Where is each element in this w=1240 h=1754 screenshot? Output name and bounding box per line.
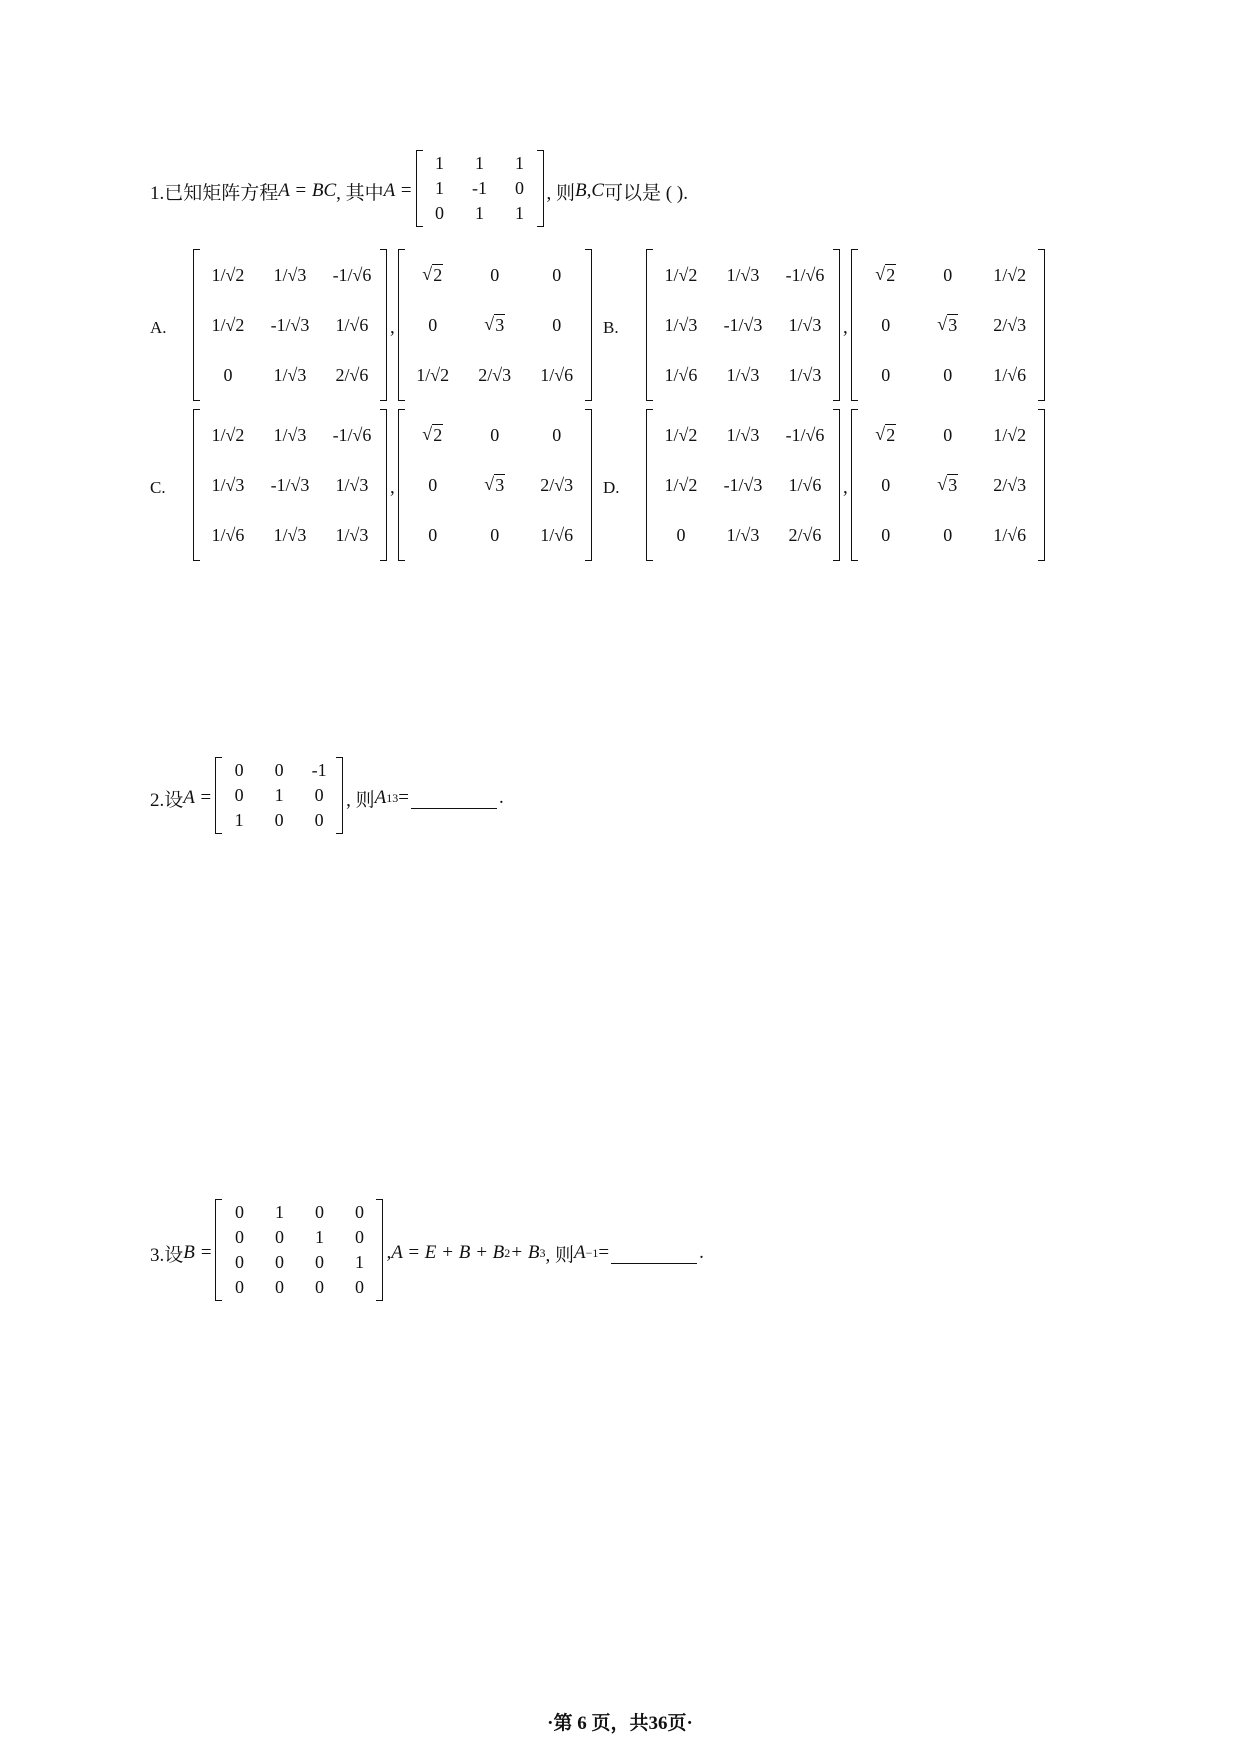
matrix-cell: 0	[274, 1227, 284, 1247]
matrix-cell: 1	[274, 1202, 284, 1222]
matrix-cell	[924, 462, 972, 508]
matrix-cell: 1/√3	[335, 474, 369, 495]
right-bracket	[380, 249, 387, 401]
matrix-cell: -1/√3	[270, 314, 310, 335]
matrix-cell: -1	[311, 759, 327, 780]
matrix-grid	[222, 757, 336, 834]
comma: ,	[390, 317, 395, 338]
matrix	[398, 249, 592, 401]
matrix-cell: 1/√2	[211, 264, 245, 285]
matrix-cell: -1/√6	[785, 424, 825, 445]
matrix-cell: 1/√2	[416, 364, 450, 385]
matrix-grid	[423, 150, 537, 227]
matrix-cell: 0	[314, 1252, 324, 1272]
matrix-cell: -1/√6	[332, 424, 372, 445]
matrix-cell: 0	[428, 474, 438, 495]
matrix-cell: 0	[881, 524, 891, 545]
matrix-cell: 0	[354, 1277, 364, 1297]
matrix-cell: 0	[943, 424, 953, 445]
matrix-cell: 1	[475, 152, 484, 173]
matrix-cell: 0	[428, 524, 438, 545]
matrix-cell: 2/√3	[993, 474, 1027, 495]
matrix-cell: 0	[234, 1252, 244, 1272]
matrix	[851, 249, 1045, 401]
left-bracket	[851, 249, 858, 401]
option-b-matrix-c	[848, 249, 1048, 407]
matrix-cell: 0	[943, 264, 953, 285]
matrix-grid	[405, 249, 585, 401]
matrix-cell: 1	[435, 152, 444, 173]
matrix-cell: 1/√6	[664, 364, 698, 385]
matrix-cell	[862, 252, 910, 298]
sqrt-sign: √	[937, 474, 948, 494]
option-d	[603, 415, 1048, 561]
matrix-cell: 1/√3	[726, 264, 760, 285]
matrix-grid	[653, 409, 833, 561]
matrix-cell: 1/√2	[993, 264, 1027, 285]
matrix-cell: 0	[435, 202, 444, 223]
matrix-cell: 1/√3	[211, 474, 245, 495]
left-bracket	[851, 409, 858, 561]
matrix-cell: 0	[234, 1227, 244, 1247]
matrix-cell: 1/√6	[993, 364, 1027, 385]
radicand: 3	[948, 475, 958, 495]
radicand: 2	[433, 425, 443, 445]
sqrt	[875, 424, 896, 446]
q3-exp2: 2	[504, 1245, 511, 1260]
matrix-cell: 1/√3	[273, 424, 307, 445]
matrix-cell: 0	[274, 1277, 284, 1297]
matrix-cell: 0	[314, 1202, 324, 1222]
matrix-cell: 1/√3	[788, 364, 822, 385]
sqrt	[484, 314, 505, 336]
sqrt-sign: √	[875, 424, 886, 444]
matrix-grid	[405, 409, 585, 561]
matrix-cell: 1/√2	[664, 474, 698, 495]
option-d-matrix-c	[848, 409, 1048, 567]
matrix	[851, 409, 1045, 561]
matrix-cell: 1	[314, 1227, 324, 1247]
q3-matrix	[212, 1199, 386, 1307]
matrix-cell: 0	[552, 424, 562, 445]
q3-eq: =	[598, 1242, 610, 1263]
matrix-cell: 0	[552, 264, 562, 285]
matrix-cell: 1	[234, 809, 244, 830]
q3-end: .	[699, 1242, 704, 1263]
question-2	[150, 755, 504, 841]
q1-matrix-a	[413, 150, 547, 233]
left-bracket	[193, 249, 200, 401]
radicand: 2	[433, 265, 443, 285]
matrix	[416, 150, 544, 227]
matrix-cell	[409, 412, 457, 458]
sqrt	[422, 424, 443, 446]
option-label: A.	[150, 318, 167, 337]
answer-blank[interactable]	[411, 788, 497, 809]
matrix	[215, 1199, 383, 1301]
matrix-cell: 0	[234, 1277, 244, 1297]
q2-a-eq: A =	[183, 787, 213, 808]
q3-inv-exp: −1	[585, 1245, 599, 1260]
q3-exp3: 3	[539, 1245, 546, 1260]
matrix-cell	[471, 462, 519, 508]
matrix-cell: 2/√3	[540, 474, 574, 495]
matrix-cell: 0	[314, 1277, 324, 1297]
q3-expr2: + B	[510, 1242, 540, 1263]
answer-blank[interactable]	[611, 1243, 697, 1264]
matrix-cell: 1/√3	[726, 524, 760, 545]
matrix-cell: 1/√6	[335, 314, 369, 335]
q2-end: .	[498, 787, 504, 808]
matrix-cell: 1/√2	[211, 424, 245, 445]
sqrt	[422, 264, 443, 286]
matrix-cell: 1/√2	[211, 314, 245, 335]
matrix-cell: 1/√6	[788, 474, 822, 495]
option-b-matrix-b	[643, 249, 843, 407]
matrix-cell: 0	[490, 264, 500, 285]
matrix-cell: 0	[314, 784, 324, 805]
matrix-cell: 0	[234, 1202, 244, 1222]
q3-b-eq: B =	[183, 1242, 213, 1263]
matrix-cell: 0	[223, 364, 233, 385]
right-bracket	[833, 249, 840, 401]
radicand: 3	[948, 315, 958, 335]
sqrt	[875, 264, 896, 286]
q1-suffix: , 则	[546, 182, 576, 204]
comma: ,	[843, 477, 848, 498]
matrix-cell: 0	[552, 314, 562, 335]
matrix-cell: -1/√3	[723, 314, 763, 335]
matrix-cell: 0	[943, 364, 953, 385]
option-label: B.	[603, 318, 619, 337]
matrix-cell: 2/√6	[335, 364, 369, 385]
q1-equation: A = BC	[278, 180, 337, 201]
left-bracket	[416, 150, 423, 227]
right-bracket	[585, 249, 592, 401]
matrix-cell: 0	[234, 784, 244, 805]
left-bracket	[215, 757, 222, 834]
q3-expr1: ,A = E + B + B	[386, 1242, 505, 1263]
matrix-cell: 1/√6	[540, 524, 574, 545]
matrix-cell: -1	[472, 177, 487, 198]
matrix-grid	[200, 409, 380, 561]
left-bracket	[193, 409, 200, 561]
q1-bc: B,C	[575, 180, 605, 201]
matrix-cell: 1/√3	[726, 364, 760, 385]
comma: ,	[390, 477, 395, 498]
sqrt	[937, 314, 958, 336]
q1-suffix2: 可以是 ( ).	[604, 182, 688, 204]
q1-a-eq: A =	[383, 180, 413, 201]
matrix-cell: 1	[475, 202, 484, 223]
q3-inv-base: A	[573, 1242, 586, 1263]
matrix-cell	[409, 252, 457, 298]
matrix	[398, 409, 592, 561]
matrix-cell: 1/√6	[540, 364, 574, 385]
right-bracket	[833, 409, 840, 561]
q1-prefix: 1.已知矩阵方程	[150, 182, 279, 204]
question-1	[150, 148, 688, 234]
matrix-cell: 1	[515, 152, 524, 173]
matrix-cell: 0	[881, 474, 891, 495]
matrix-cell: 0	[274, 1252, 284, 1272]
q2-prefix: 2.设	[150, 789, 184, 811]
q1-mid: , 其中	[336, 182, 384, 204]
matrix-cell: -1/√3	[270, 474, 310, 495]
option-b	[603, 255, 1048, 401]
option-c-matrix-c	[395, 409, 595, 567]
radicand: 2	[886, 425, 896, 445]
option-a-matrix-c	[395, 249, 595, 407]
left-bracket	[215, 1199, 222, 1301]
right-bracket	[376, 1199, 383, 1301]
right-bracket	[1038, 249, 1045, 401]
option-label: C.	[150, 478, 166, 497]
comma: ,	[843, 317, 848, 338]
matrix	[215, 757, 343, 834]
matrix	[193, 409, 387, 561]
option-a	[150, 255, 595, 401]
matrix-cell	[471, 302, 519, 348]
matrix-cell: 1	[515, 202, 524, 223]
q2-eq: =	[398, 787, 409, 808]
right-bracket	[336, 757, 343, 834]
left-bracket	[398, 409, 405, 561]
page-footer: ·第 6 页，共36页·	[547, 1713, 693, 1734]
matrix-cell	[924, 302, 972, 348]
matrix-cell: 1	[354, 1252, 364, 1272]
sqrt-sign: √	[937, 314, 948, 334]
matrix-cell: 0	[234, 759, 244, 780]
matrix-cell: 0	[274, 809, 284, 830]
matrix-grid	[200, 249, 380, 401]
matrix-cell: 2/√3	[993, 314, 1027, 335]
matrix-cell: 0	[354, 1227, 364, 1247]
matrix-cell: 0	[490, 524, 500, 545]
matrix-cell: 1/√3	[273, 524, 307, 545]
matrix-cell: 0	[314, 809, 324, 830]
matrix-cell: -1/√6	[332, 264, 372, 285]
radicand: 3	[495, 315, 505, 335]
matrix	[646, 409, 840, 561]
matrix-cell: 1/√2	[993, 424, 1027, 445]
matrix-cell: 0	[881, 364, 891, 385]
matrix	[193, 249, 387, 401]
matrix-cell: 0	[354, 1202, 364, 1222]
matrix-cell: 0	[428, 314, 438, 335]
q3-mid: , 则	[545, 1244, 574, 1266]
matrix-cell: 1/√3	[664, 314, 698, 335]
q2-matrix	[212, 757, 346, 840]
left-bracket	[646, 249, 653, 401]
sqrt	[484, 474, 505, 496]
option-a-matrix-b	[190, 249, 390, 407]
radicand: 2	[886, 265, 896, 285]
right-bracket	[537, 150, 544, 227]
matrix-cell: 1/√3	[273, 264, 307, 285]
matrix	[646, 249, 840, 401]
left-bracket	[646, 409, 653, 561]
matrix-cell: 1/√6	[211, 524, 245, 545]
radicand: 3	[495, 475, 505, 495]
question-3	[150, 1193, 704, 1313]
sqrt-sign: √	[484, 474, 495, 494]
option-c	[150, 415, 595, 561]
sqrt-sign: √	[422, 264, 433, 284]
q2-pow-base: A	[374, 787, 387, 808]
matrix-cell: -1/√3	[723, 474, 763, 495]
sqrt-sign: √	[484, 314, 495, 334]
matrix-grid	[858, 249, 1038, 401]
matrix-grid	[858, 409, 1038, 561]
right-bracket	[585, 409, 592, 561]
matrix-grid	[222, 1199, 376, 1301]
matrix-cell: 1/√2	[664, 424, 698, 445]
matrix-cell: 1	[274, 784, 284, 805]
right-bracket	[380, 409, 387, 561]
q3-prefix: 3.设	[150, 1244, 184, 1266]
matrix-cell: 0	[676, 524, 686, 545]
matrix-grid	[653, 249, 833, 401]
matrix-cell	[862, 412, 910, 458]
matrix-cell: 0	[943, 524, 953, 545]
matrix-cell: 1/√3	[335, 524, 369, 545]
option-d-matrix-b	[643, 409, 843, 567]
matrix-cell: 1/√3	[726, 424, 760, 445]
sqrt-sign: √	[422, 424, 433, 444]
matrix-cell: 2/√3	[478, 364, 512, 385]
matrix-cell: 1/√3	[273, 364, 307, 385]
matrix-cell: 0	[881, 314, 891, 335]
matrix-cell: 1	[435, 177, 444, 198]
q2-pow-exp: 13	[386, 790, 399, 805]
sqrt	[937, 474, 958, 496]
option-c-matrix-b	[190, 409, 390, 567]
left-bracket	[398, 249, 405, 401]
matrix-cell: 2/√6	[788, 524, 822, 545]
matrix-cell: 0	[274, 759, 284, 780]
matrix-cell: 1/√2	[664, 264, 698, 285]
matrix-cell: 1/√3	[788, 314, 822, 335]
sqrt-sign: √	[875, 264, 886, 284]
right-bracket	[1038, 409, 1045, 561]
matrix-cell: -1/√6	[785, 264, 825, 285]
matrix-cell: 0	[515, 177, 524, 198]
matrix-cell: 0	[490, 424, 500, 445]
option-label: D.	[603, 478, 620, 497]
matrix-cell: 1/√6	[993, 524, 1027, 545]
q2-mid: , 则	[346, 789, 375, 811]
